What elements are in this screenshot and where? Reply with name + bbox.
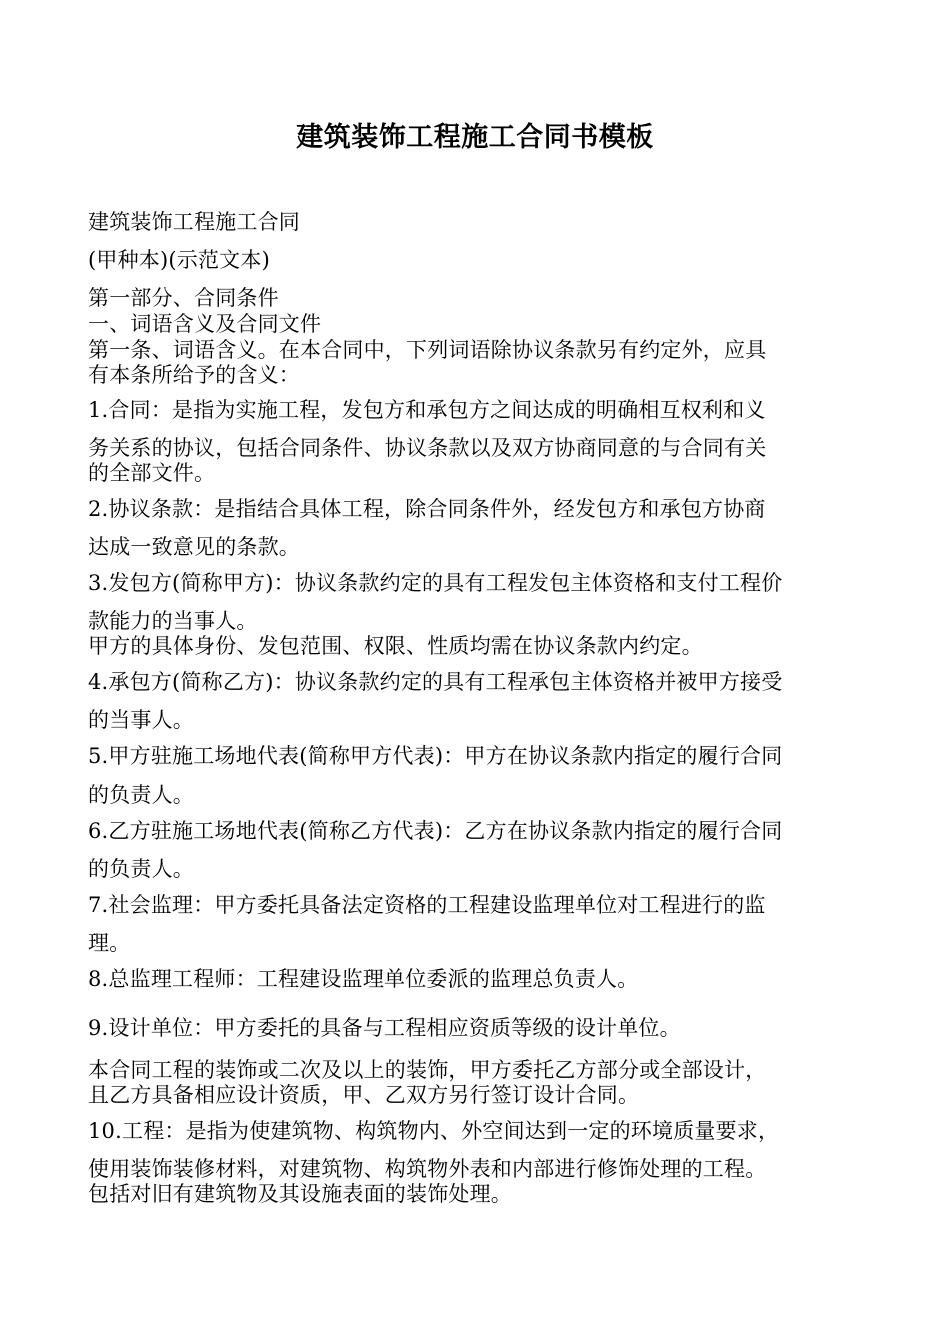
body-line: 的负责人。	[88, 857, 194, 881]
body-line: 第一条、词语含义。在本合同中，下列词语除协议条款另有约定外，应具	[88, 338, 767, 362]
body-line: 4.承包方(简称乙方)：协议条款约定的具有工程承包主体资格并被甲方接受	[88, 670, 783, 694]
document-title: 建筑装饰工程施工合同书模板	[296, 122, 654, 153]
body-line: 1.合同：是指为实施工程，发包方和承包方之间达成的明确相互权利和义	[88, 398, 766, 422]
body-line: 务关系的协议，包括合同条件、协议条款以及双方协商同意的与合同有关	[88, 436, 767, 460]
body-line: 8.总监理工程师：工程建设监理单位委派的监理总负责人。	[88, 967, 639, 991]
body-line: 理。	[88, 931, 131, 955]
body-line: 的当事人。	[88, 708, 194, 732]
body-line: (甲种本)(示范文本)	[88, 248, 270, 272]
body-line: 5.甲方驻施工场地代表(简称甲方代表)：甲方在协议条款内指定的履行合同	[88, 744, 783, 768]
body-line: 本合同工程的装饰或二次及以上的装饰，甲方委托乙方部分或全部设计，	[88, 1058, 767, 1082]
body-line: 使用装饰装修材料，对建筑物、构筑物外表和内部进行修饰处理的工程。	[88, 1157, 767, 1181]
body-line: 且乙方具备相应设计资质，甲、乙双方另行签订设计合同。	[88, 1083, 640, 1107]
body-line: 款能力的当事人。	[88, 609, 258, 633]
body-line: 10.工程：是指为使建筑物、构筑物内、外空间达到一定的环境质量要求，	[88, 1119, 780, 1143]
body-line: 甲方的具体身份、发包范围、权限、性质均需在协议条款内约定。	[88, 634, 703, 658]
body-line: 有本条所给予的含义：	[88, 363, 300, 387]
body-line: 9.设计单位：甲方委托的具备与工程相应资质等级的设计单位。	[88, 1016, 681, 1040]
body-line: 7.社会监理：甲方委托具备法定资格的工程建设监理单位对工程进行的监	[88, 893, 766, 917]
body-line: 的全部文件。	[88, 461, 216, 485]
body-line: 6.乙方驻施工场地代表(简称乙方代表)：乙方在协议条款内指定的履行合同	[88, 819, 783, 843]
body-line: 达成一致意见的条款。	[88, 535, 300, 559]
body-line: 建筑装饰工程施工合同	[88, 210, 300, 234]
body-line: 第一部分、合同条件	[88, 286, 279, 310]
body-line: 包括对旧有建筑物及其设施表面的装饰处理。	[88, 1182, 512, 1206]
body-line: 2.协议条款：是指结合具体工程，除合同条件外，经发包方和承包方协商	[88, 497, 766, 521]
body-line: 3.发包方(简称甲方)：协议条款约定的具有工程发包主体资格和支付工程价	[88, 571, 783, 595]
body-line: 一、词语含义及合同文件	[88, 312, 322, 336]
body-line: 的负责人。	[88, 783, 194, 807]
